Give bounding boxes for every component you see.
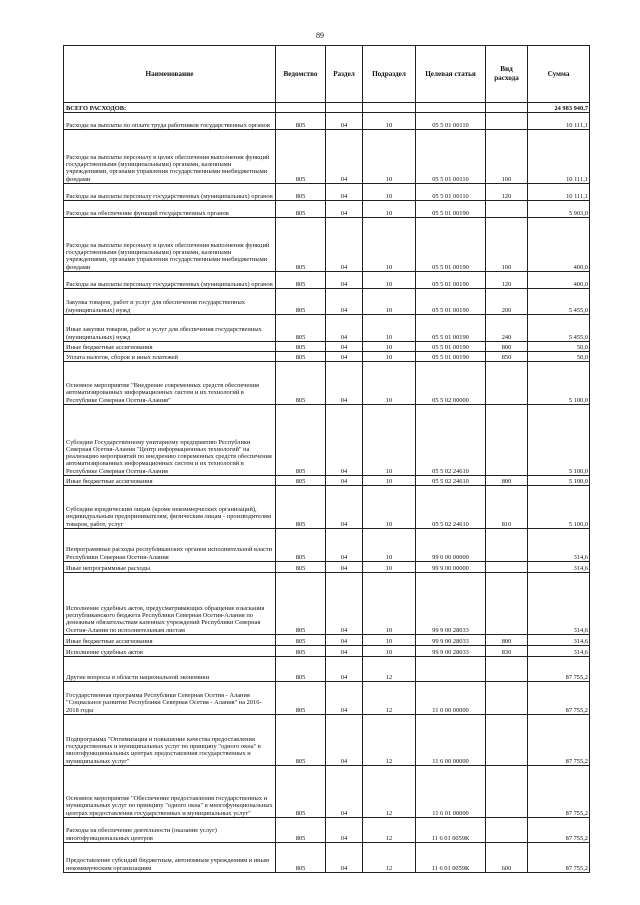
- row-department-cell: 805: [276, 646, 326, 657]
- row-section-cell: 04: [326, 486, 363, 529]
- row-name-cell: Расходы на обеспечение деятельности (оказание услуг) многофункциональных центров: [64, 818, 276, 843]
- row-subsection-cell: 10: [363, 362, 416, 405]
- row-section-cell: 04: [326, 657, 363, 682]
- row-expense-type-cell: [486, 103, 528, 113]
- table-row: [64, 646, 590, 657]
- row-department-cell: 805: [276, 315, 326, 342]
- row-department-cell: 805: [276, 201, 326, 218]
- row-section-cell: 04: [326, 130, 363, 184]
- row-expense-type-cell: 100: [486, 218, 528, 272]
- row-expense-type-cell: 800: [486, 476, 528, 486]
- row-expense-type-cell: [486, 529, 528, 562]
- row-amount-cell: 5 100,0: [528, 476, 590, 486]
- row-expense-type-cell: [486, 682, 528, 715]
- row-department-cell: 805: [276, 657, 326, 682]
- row-subsection-cell: 10: [363, 218, 416, 272]
- row-department-cell: 805: [276, 184, 326, 201]
- table-row: [64, 342, 590, 352]
- row-target-article-cell: [416, 103, 486, 113]
- row-department-cell: [276, 103, 326, 113]
- table-row: [64, 315, 590, 342]
- row-expense-type-cell: 800: [486, 342, 528, 352]
- row-subsection-cell: 10: [363, 201, 416, 218]
- row-subsection-cell: 10: [363, 562, 416, 573]
- row-subsection-cell: 12: [363, 766, 416, 818]
- row-name-cell: Исполнение судебных актов, предусматривающих обращение взыскания республиканского бюджета Республики Северная Осетия-Алания по денежным обязательствам казенных учреждений Республики Северная Осетия-Алания по исполнительным листам: [64, 573, 276, 635]
- row-department-cell: 805: [276, 218, 326, 272]
- row-target-article-cell: 99 9 00 28033: [416, 635, 486, 646]
- table-row: [64, 218, 590, 272]
- row-amount-cell: 50,0: [528, 342, 590, 352]
- row-target-article-cell: 05 5 01 00190: [416, 218, 486, 272]
- row-expense-type-cell: 800: [486, 635, 528, 646]
- table-row: [64, 573, 590, 635]
- row-name-cell: Иные непрограммные расходы: [64, 562, 276, 573]
- row-name-cell: Другие вопросы в области национальной экономики: [64, 657, 276, 682]
- header-subsection: Подраздел: [363, 46, 416, 103]
- row-expense-type-cell: [486, 562, 528, 573]
- table-body: [64, 103, 590, 873]
- row-name-cell: Субсидии Государственному унитарному предприятию Республики Северная Осетия-Алания "Центр информационных технологий" на реализацию мероприятий по внедрению современных средств обеспечения автоматизированных информационных систем и их технологий в Республике Северная Осетия-Алания: [64, 405, 276, 476]
- row-subsection-cell: 12: [363, 843, 416, 873]
- row-section-cell: 04: [326, 529, 363, 562]
- table-row: [64, 130, 590, 184]
- row-expense-type-cell: [486, 405, 528, 476]
- table-row: [64, 657, 590, 682]
- row-name-cell: Иные бюджетные ассигнования: [64, 476, 276, 486]
- row-target-article-cell: 05 5 01 00190: [416, 342, 486, 352]
- table-row: [64, 184, 590, 201]
- row-department-cell: 805: [276, 682, 326, 715]
- table-row: [64, 362, 590, 405]
- row-department-cell: 805: [276, 573, 326, 635]
- row-section-cell: 04: [326, 646, 363, 657]
- table-header-row: [64, 46, 590, 103]
- row-expense-type-cell: [486, 362, 528, 405]
- row-department-cell: 805: [276, 818, 326, 843]
- row-amount-cell: 314,6: [528, 562, 590, 573]
- row-section-cell: 04: [326, 562, 363, 573]
- row-name-cell: ВСЕГО РАСХОДОВ:: [64, 103, 276, 113]
- table-row: [64, 766, 590, 818]
- table-row: [64, 289, 590, 315]
- row-subsection-cell: 10: [363, 342, 416, 352]
- row-section-cell: 04: [326, 201, 363, 218]
- row-subsection-cell: 12: [363, 657, 416, 682]
- row-expense-type-cell: [486, 657, 528, 682]
- row-subsection-cell: 10: [363, 405, 416, 476]
- total-row: [64, 103, 590, 113]
- row-name-cell: Иные бюджетные ассигнования: [64, 342, 276, 352]
- row-amount-cell: 50,0: [528, 352, 590, 362]
- row-amount-cell: 314,6: [528, 635, 590, 646]
- header-name: Наименование: [64, 46, 276, 103]
- row-subsection-cell: [363, 103, 416, 113]
- row-amount-cell: 24 983 940,7: [528, 103, 590, 113]
- row-department-cell: 805: [276, 843, 326, 873]
- table-row: [64, 476, 590, 486]
- row-amount-cell: 314,6: [528, 646, 590, 657]
- header-section: Раздел: [326, 46, 363, 103]
- row-section-cell: 04: [326, 405, 363, 476]
- row-target-article-cell: 05 5 01 00190: [416, 289, 486, 315]
- row-department-cell: 805: [276, 635, 326, 646]
- row-department-cell: 805: [276, 529, 326, 562]
- row-target-article-cell: 11 6 01 00000: [416, 766, 486, 818]
- row-subsection-cell: 12: [363, 682, 416, 715]
- row-section-cell: 04: [326, 766, 363, 818]
- row-target-article-cell: [416, 657, 486, 682]
- row-subsection-cell: 10: [363, 184, 416, 201]
- row-target-article-cell: 11 6 00 00000: [416, 715, 486, 766]
- row-target-article-cell: 05 5 01 00110: [416, 130, 486, 184]
- row-target-article-cell: 11 6 01 0059К: [416, 818, 486, 843]
- row-section-cell: 04: [326, 218, 363, 272]
- row-target-article-cell: 11 6 01 0059К: [416, 843, 486, 873]
- row-amount-cell: 87 755,2: [528, 657, 590, 682]
- row-subsection-cell: 10: [363, 113, 416, 130]
- table-row: [64, 715, 590, 766]
- row-expense-type-cell: [486, 766, 528, 818]
- table-row: [64, 352, 590, 362]
- row-department-cell: 805: [276, 715, 326, 766]
- row-expense-type-cell: [486, 113, 528, 130]
- row-amount-cell: 10 111,1: [528, 184, 590, 201]
- table-row: [64, 818, 590, 843]
- row-name-cell: Подпрограмма "Оптимизация и повышение качества предоставления государственных и муниципальных услуг по принципу "одного окна" в многофункциональных центрах предоставления государственных и муниципальных услуг": [64, 715, 276, 766]
- row-amount-cell: 87 755,2: [528, 818, 590, 843]
- row-target-article-cell: 99 9 00 00000: [416, 562, 486, 573]
- table-row: [64, 405, 590, 476]
- row-name-cell: Закупка товаров, работ и услуг для обеспечения государственных (муниципальных) нужд: [64, 289, 276, 315]
- row-amount-cell: 400,0: [528, 218, 590, 272]
- row-name-cell: Расходы на выплаты персоналу в целях обеспечения выполнения функций государственными (муниципальными) органами, казенными учреждениями, органами управления государственными внебюджетными фондами: [64, 218, 276, 272]
- row-name-cell: Расходы на выплаты персоналу в целях обеспечения выполнения функций государственными (муниципальными) органами, казенными учреждениями, органами управления государственными внебюджетными фондами: [64, 130, 276, 184]
- row-amount-cell: 5 903,0: [528, 201, 590, 218]
- row-section-cell: [326, 103, 363, 113]
- row-name-cell: Иные закупки товаров, работ и услуг для обеспечения государственных (муниципальных) нужд: [64, 315, 276, 342]
- table-row: [64, 201, 590, 218]
- table-row: [64, 635, 590, 646]
- row-subsection-cell: 10: [363, 486, 416, 529]
- row-target-article-cell: 05 5 02 24610: [416, 405, 486, 476]
- row-name-cell: Государственная программа Республики Северная Осетия - Алания "Социальное развитие Республики Северная Осетия - Алания" на 2016-2018 годы: [64, 682, 276, 715]
- row-subsection-cell: 10: [363, 476, 416, 486]
- row-expense-type-cell: 240: [486, 315, 528, 342]
- row-expense-type-cell: [486, 573, 528, 635]
- row-target-article-cell: 05 5 01 00190: [416, 352, 486, 362]
- row-department-cell: 805: [276, 130, 326, 184]
- row-subsection-cell: 12: [363, 818, 416, 843]
- row-name-cell: Расходы на обеспечение функций государственных органов: [64, 201, 276, 218]
- row-section-cell: 04: [326, 289, 363, 315]
- row-name-cell: Уплата налогов, сборов и иных платежей: [64, 352, 276, 362]
- page-number: 89: [316, 31, 324, 40]
- row-section-cell: 04: [326, 113, 363, 130]
- row-name-cell: Субсидии юридическим лицам (кроме некоммерческих организаций), индивидуальным предпринимателям, физическим лицам - производителям товаров, работ, услуг: [64, 486, 276, 529]
- table-row: [64, 682, 590, 715]
- row-amount-cell: 5 100,0: [528, 362, 590, 405]
- row-department-cell: 805: [276, 289, 326, 315]
- header-department: Ведомство: [276, 46, 326, 103]
- row-department-cell: 805: [276, 352, 326, 362]
- row-section-cell: 04: [326, 315, 363, 342]
- row-section-cell: 04: [326, 573, 363, 635]
- row-amount-cell: 5 455,0: [528, 289, 590, 315]
- row-section-cell: 04: [326, 682, 363, 715]
- row-subsection-cell: 10: [363, 289, 416, 315]
- table-row: [64, 272, 590, 289]
- row-target-article-cell: 05 5 02 24610: [416, 486, 486, 529]
- row-subsection-cell: 10: [363, 272, 416, 289]
- row-department-cell: 805: [276, 113, 326, 130]
- row-amount-cell: 87 755,2: [528, 715, 590, 766]
- row-subsection-cell: 10: [363, 130, 416, 184]
- row-department-cell: 805: [276, 342, 326, 352]
- row-subsection-cell: 10: [363, 635, 416, 646]
- row-department-cell: 805: [276, 362, 326, 405]
- row-name-cell: Предоставление субсидий бюджетным, автономным учреждениям и иным некоммерческим организациям: [64, 843, 276, 873]
- row-subsection-cell: 12: [363, 715, 416, 766]
- row-amount-cell: 10 111,1: [528, 130, 590, 184]
- row-department-cell: 805: [276, 405, 326, 476]
- row-section-cell: 04: [326, 818, 363, 843]
- row-section-cell: 04: [326, 184, 363, 201]
- row-department-cell: 805: [276, 272, 326, 289]
- header-target-article: Целевая статья: [416, 46, 486, 103]
- row-amount-cell: 87 755,2: [528, 682, 590, 715]
- row-subsection-cell: 10: [363, 646, 416, 657]
- row-amount-cell: 5 100,0: [528, 486, 590, 529]
- table-row: [64, 529, 590, 562]
- row-department-cell: 805: [276, 476, 326, 486]
- row-target-article-cell: 99 9 00 28033: [416, 646, 486, 657]
- row-section-cell: 04: [326, 476, 363, 486]
- row-target-article-cell: 05 5 01 00110: [416, 113, 486, 130]
- row-target-article-cell: 05 5 02 00000: [416, 362, 486, 405]
- row-name-cell: Исполнение судебных актов: [64, 646, 276, 657]
- row-name-cell: Основное мероприятие "Обеспечение предоставления государственных и муниципальных услуг по принципу "одного окна" в многофункциональных центрах предоставления государственных и муниципальных услуг": [64, 766, 276, 818]
- row-section-cell: 04: [326, 352, 363, 362]
- row-section-cell: 04: [326, 362, 363, 405]
- header-amount: Сумма: [528, 46, 590, 103]
- row-expense-type-cell: 120: [486, 184, 528, 201]
- header-expense-type: Вид расхода: [486, 46, 528, 103]
- row-section-cell: 04: [326, 843, 363, 873]
- row-amount-cell: 314,6: [528, 529, 590, 562]
- row-subsection-cell: 10: [363, 315, 416, 342]
- row-name-cell: Иные бюджетные ассигнования: [64, 635, 276, 646]
- row-expense-type-cell: [486, 715, 528, 766]
- row-amount-cell: 87 755,2: [528, 766, 590, 818]
- row-amount-cell: 400,0: [528, 272, 590, 289]
- row-target-article-cell: 05 5 01 00190: [416, 201, 486, 218]
- row-target-article-cell: 99 0 00 00000: [416, 529, 486, 562]
- row-amount-cell: 5 100,0: [528, 405, 590, 476]
- row-expense-type-cell: 120: [486, 272, 528, 289]
- row-section-cell: 04: [326, 272, 363, 289]
- row-amount-cell: 314,6: [528, 573, 590, 635]
- row-subsection-cell: 10: [363, 352, 416, 362]
- row-expense-type-cell: 810: [486, 486, 528, 529]
- row-amount-cell: 10 111,1: [528, 113, 590, 130]
- row-name-cell: Расходы на выплаты персоналу государственных (муниципальных) органов: [64, 272, 276, 289]
- row-department-cell: 805: [276, 562, 326, 573]
- row-expense-type-cell: 600: [486, 843, 528, 873]
- row-expense-type-cell: 850: [486, 352, 528, 362]
- table-row: [64, 486, 590, 529]
- row-name-cell: Расходы на выплаты персоналу государственных (муниципальных) органов: [64, 184, 276, 201]
- row-target-article-cell: 05 5 01 00190: [416, 272, 486, 289]
- row-name-cell: Расходы на выплаты по оплате труда работников государственных органов: [64, 113, 276, 130]
- row-section-cell: 04: [326, 715, 363, 766]
- row-target-article-cell: 05 5 02 24610: [416, 476, 486, 486]
- row-expense-type-cell: [486, 201, 528, 218]
- row-expense-type-cell: 830: [486, 646, 528, 657]
- row-department-cell: 805: [276, 766, 326, 818]
- row-subsection-cell: 10: [363, 573, 416, 635]
- row-subsection-cell: 10: [363, 529, 416, 562]
- row-target-article-cell: 05 5 01 00110: [416, 184, 486, 201]
- row-target-article-cell: 05 5 01 00190: [416, 315, 486, 342]
- row-expense-type-cell: 200: [486, 289, 528, 315]
- row-target-article-cell: 99 9 00 28033: [416, 573, 486, 635]
- table-row: [64, 562, 590, 573]
- table-row: [64, 843, 590, 873]
- row-section-cell: 04: [326, 342, 363, 352]
- table-row: [64, 113, 590, 130]
- row-department-cell: 805: [276, 486, 326, 529]
- row-name-cell: Основное мероприятие "Внедрение современных средств обеспечения автоматизированных информационных систем и их технологий в Республике Северная Осетия-Алания": [64, 362, 276, 405]
- row-section-cell: 04: [326, 635, 363, 646]
- row-expense-type-cell: [486, 818, 528, 843]
- row-expense-type-cell: 100: [486, 130, 528, 184]
- row-amount-cell: 87 755,2: [528, 843, 590, 873]
- expenditure-table: [63, 45, 590, 873]
- row-amount-cell: 5 455,0: [528, 315, 590, 342]
- row-name-cell: Непрограммные расходы республиканских органов исполнительной власти Республики Северная Осетия-Алания: [64, 529, 276, 562]
- row-target-article-cell: 11 0 00 00000: [416, 682, 486, 715]
